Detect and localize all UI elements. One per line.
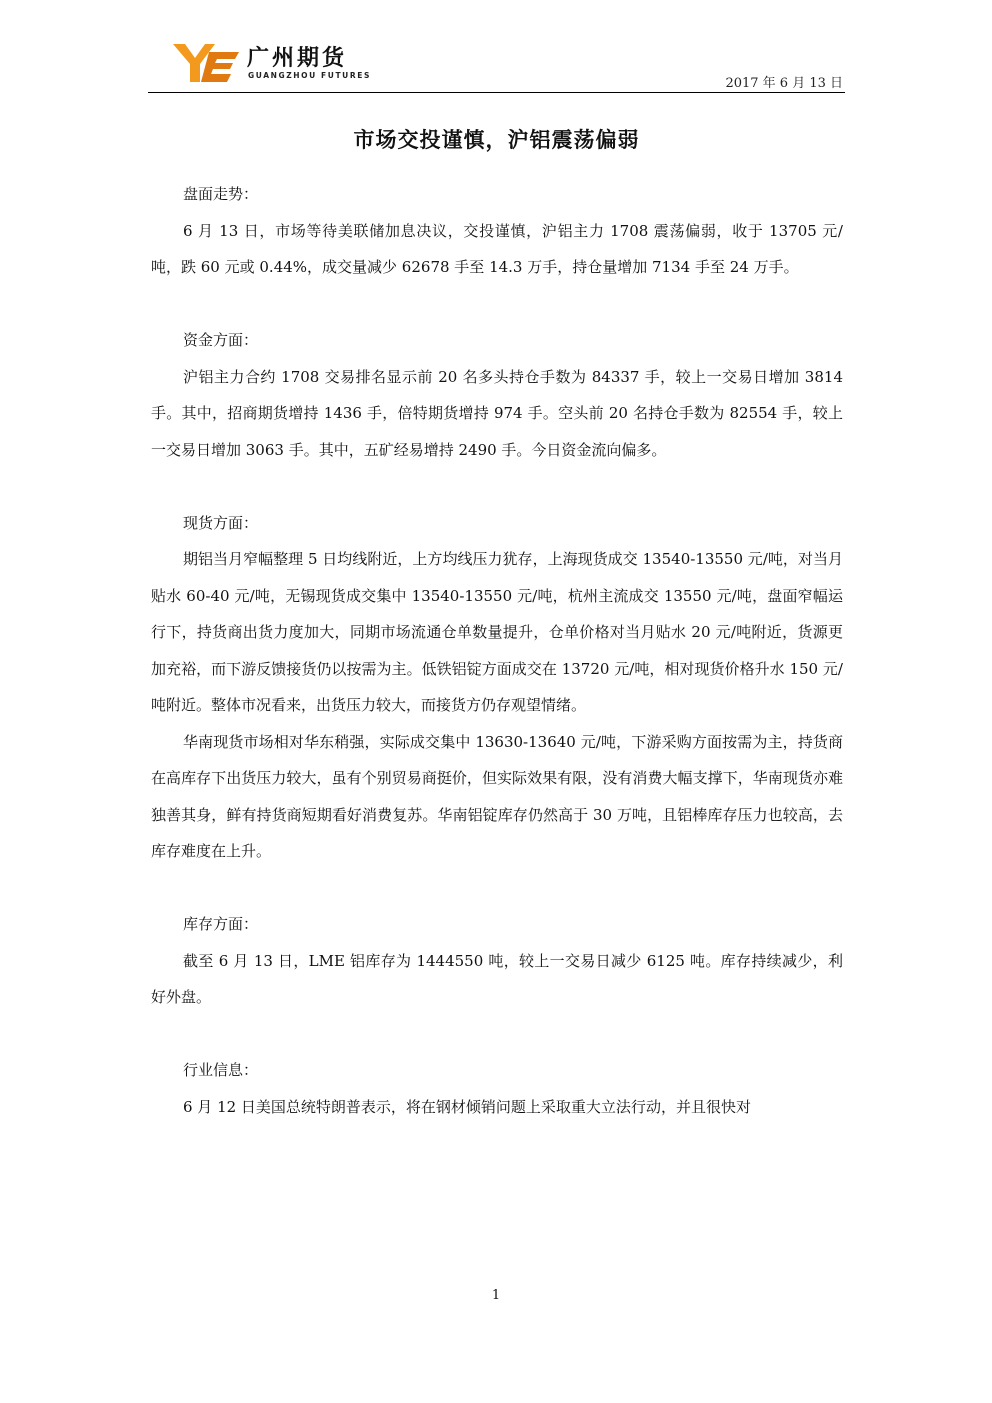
section-heading: 现货方面： <box>183 513 259 532</box>
logo-chinese-name: 广州期货 <box>247 46 348 71</box>
report-title: 市场交投谨慎，沪铝震荡偏弱 <box>353 128 640 152</box>
company-logo-mark <box>173 40 239 84</box>
section-funds <box>151 322 843 468</box>
section-spacer <box>151 1016 843 1053</box>
logo-english-name: GUANGZHOU FUTURES <box>248 71 371 80</box>
report-date: 2017 年 6 月 13 日 <box>725 76 843 91</box>
section-paragraph: 截至 6 月 13 日，LME 铝库存为 1444550 吨，较上一交易日减少 6125 吨。库存持续减少，利好外盘。 <box>151 951 843 1006</box>
section-paragraph: 华南现货市场相对华东稍强，实际成交集中 13630-13640 元/吨，下游采购方面按需为主，持货商在高库存下出货压力较大，虽有个别贸易商挺价，但实际效果有限，没有消费大幅支撑下，华南现货亦难独善其身，鲜有持货商短期看好消费复苏。华南铝锭库存仍然高于 30 万吨，且铝棒库存压力也较高，去库存难度在上升。 <box>151 732 843 860</box>
section-inventory <box>151 906 843 1016</box>
section-heading: 库存方面： <box>183 915 259 933</box>
report-body <box>151 176 843 1125</box>
page-header <box>148 34 845 94</box>
section-spacer <box>151 468 843 505</box>
section-heading: 行业信息： <box>183 1061 259 1079</box>
section-spot <box>151 505 843 870</box>
section-paragraph: 期铝当月窄幅整理 5 日均线附近，上方均线压力犹存，上海现货成交 13540-13550 元/吨，对当月贴水 60-40 元/吨，无锡现货成交集中 13540-13550 元/吨，杭州主流成交 13550 元/吨，盘面窄幅运行下，持货商出货力度加大，同期市场流通仓单数量提升，仓单价格对当月贴水 20 元/吨附近，货源更加充裕，而下游反馈接货仍以按需为主。低铁铝锭方面成交在 13720 元/吨，相对现货价格升水 150 元/吨附近。整体市况看来，出货压力较大，而接货方仍存观望情绪。 <box>151 550 843 714</box>
section-paragraph: 6 月 13 日，市场等待美联储加息决议，交投谨慎，沪铝主力 1708 震荡偏弱，收于 13705 元/吨，跌 60 元或 0.44%，成交量减少 62678 手至 14.3 万手，持仓量增加 7134 手至 24 万手。 <box>151 221 843 276</box>
page-number: 1 <box>491 1288 501 1303</box>
section-paragraph: 6 月 12 日美国总统特朗普表示，将在钢材倾销问题上采取重大立法行动，并且很快对 <box>183 1097 751 1116</box>
section-heading: 盘面走势： <box>183 185 259 203</box>
section-industry-news <box>151 1052 843 1125</box>
section-heading: 资金方面： <box>183 331 259 349</box>
section-spacer <box>151 286 843 323</box>
company-logo <box>173 40 373 86</box>
section-paragraph: 沪铝主力合约 1708 交易排名显示前 20 名多头持仓手数为 84337 手，较上一交易日增加 3814 手。其中，招商期货增持 1436 手，倍特期货增持 974 手。空头前 20 名持仓手数为 82554 手，较上一交易日增加 3063 手。其中，五矿经易增持 2490 手。今日资金流向偏多。 <box>151 367 843 459</box>
header-divider <box>148 92 845 93</box>
section-spacer <box>151 870 843 907</box>
section-market-trend <box>151 176 843 286</box>
